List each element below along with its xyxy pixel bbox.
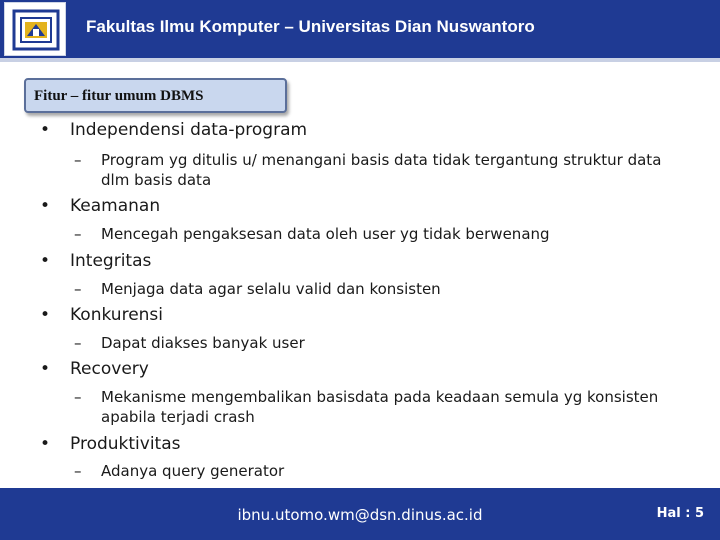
list-item-label: Konkurensi — [70, 305, 164, 325]
page-number: Hal : 5 — [656, 506, 704, 521]
list-item-description: Menjaga data agar selalu valid dan konsisten — [101, 280, 441, 298]
list-item-description: Adanya query generator — [101, 462, 285, 480]
list-item-label: Produktivitas — [70, 434, 181, 454]
bullet-icon: • — [40, 359, 51, 379]
list-item-description: Program yg ditulis u/ menangani basis data tidak tergantung struktur data dlm basis data — [101, 151, 662, 189]
list-item-label: Recovery — [70, 359, 149, 379]
dash-icon: – — [74, 225, 82, 243]
bullet-icon: • — [40, 434, 51, 454]
list-item-description: Mencegah pengaksesan data oleh user yg tidak berwenang — [101, 225, 550, 243]
bullet-icon: • — [40, 251, 51, 271]
list-item-label: Integritas — [70, 251, 152, 271]
dash-icon: – — [74, 151, 82, 169]
bullet-icon: • — [40, 120, 51, 140]
bullet-icon: • — [40, 196, 51, 216]
bullet-icon: • — [40, 305, 51, 325]
section-title: Fitur – fitur umum DBMS — [34, 88, 204, 104]
dash-icon: – — [74, 462, 82, 480]
footer-email: ibnu.utomo.wm@dsn.dinus.ac.id — [237, 506, 483, 524]
dash-icon: – — [74, 334, 82, 352]
list-item-label: Independensi data-program — [70, 120, 308, 140]
page-header-title: Fakultas Ilmu Komputer – Universitas Dian Nuswantoro — [86, 17, 535, 36]
list-item-description: Mekanisme mengembalikan basisdata pada keadaan semula yg konsisten apabila terjadi crash — [101, 388, 659, 426]
dash-icon: – — [74, 388, 82, 406]
footer-bar — [0, 488, 720, 540]
list-item-description: Dapat diakses banyak user — [101, 334, 305, 352]
dash-icon: – — [74, 280, 82, 298]
list-item-label: Keamanan — [70, 196, 161, 216]
